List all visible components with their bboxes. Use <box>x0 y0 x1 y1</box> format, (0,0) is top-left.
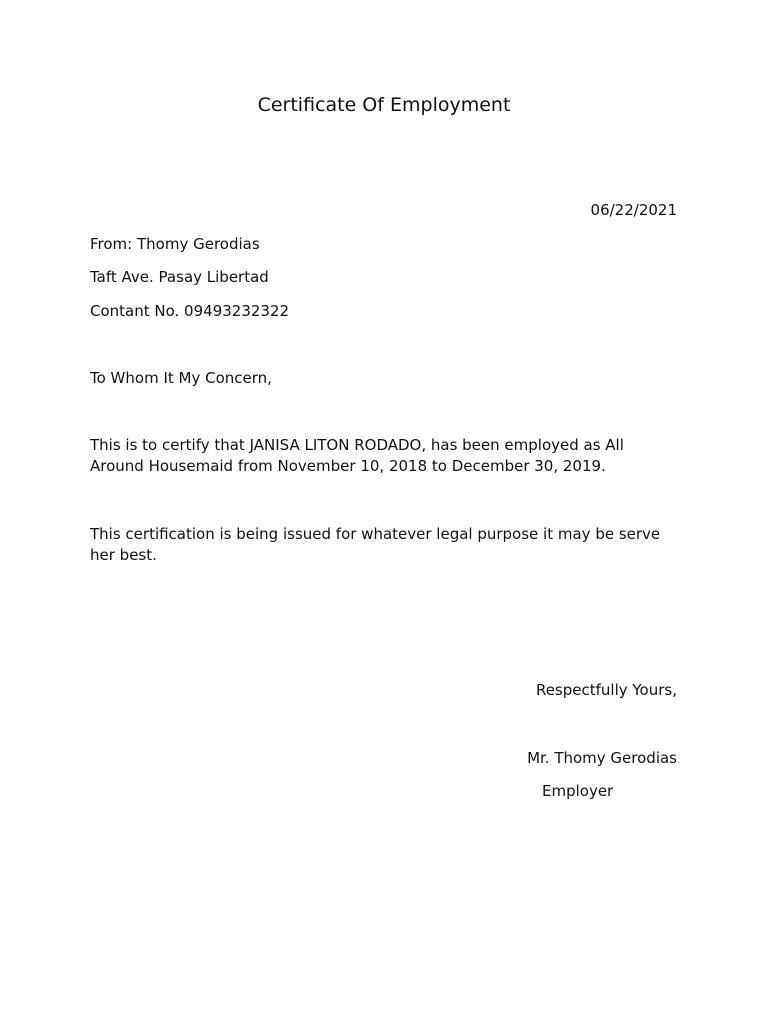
address-line: Taft Ave. Pasay Libertad <box>90 268 269 286</box>
salutation: To Whom It My Concern, <box>90 369 272 387</box>
closing-line: Respectfully Yours, <box>535 681 677 699</box>
body-paragraph-purpose: This certification is being issued for whatever legal purpose it may be serve her best. <box>90 525 661 564</box>
contact-line: Contant No. 09493232322 <box>90 302 290 320</box>
body-paragraph-certification: This is to certify that JANISA LITON RODADO, has been employed as All Around Housemaid from November 10, 2018 to December 30, 2019. <box>90 436 624 475</box>
page-title: Certificate Of Employment <box>257 94 511 116</box>
signatory-name: Mr. Thomy Gerodias <box>527 749 677 767</box>
from-line: From: Thomy Gerodias <box>90 235 260 253</box>
signatory-title: Employer <box>542 782 614 800</box>
document-date: 06/22/2021 <box>590 201 677 219</box>
